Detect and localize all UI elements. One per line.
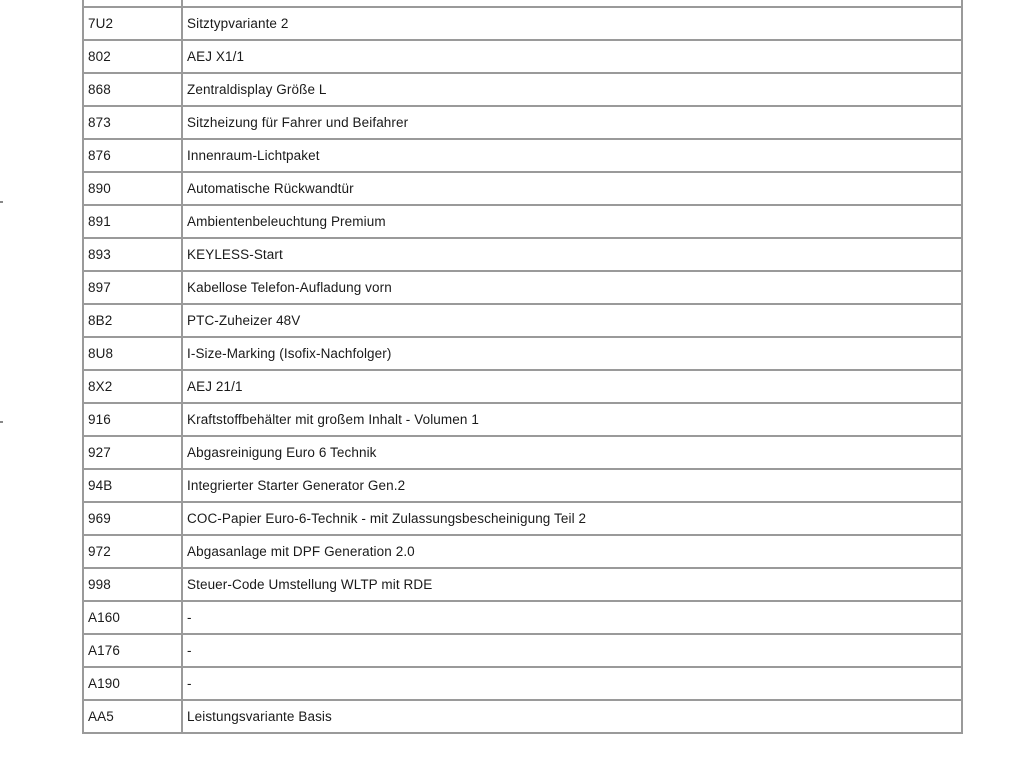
- description-cell: Integrierter Starter Generator Gen.2: [182, 469, 962, 502]
- table-row: [83, 139, 962, 172]
- code-cell: 969: [83, 502, 182, 535]
- table-row: [83, 106, 962, 139]
- table-row: [83, 337, 962, 370]
- description-cell: Sitzheizung für Fahrer und Beifahrer: [182, 106, 962, 139]
- code-cell: A190: [83, 667, 182, 700]
- code-cell: 916: [83, 403, 182, 436]
- table-row: [83, 7, 962, 40]
- table-row: [83, 568, 962, 601]
- description-cell: Ambientenbeleuchtung Premium: [182, 205, 962, 238]
- table-row: [83, 370, 962, 403]
- description-cell: -: [182, 601, 962, 634]
- description-cell: KEYLESS-Start: [182, 238, 962, 271]
- code-cell: 8X2: [83, 370, 182, 403]
- code-cell: 802: [83, 40, 182, 73]
- code-cell: 998: [83, 568, 182, 601]
- code-cell: 94B: [83, 469, 182, 502]
- description-cell: Zentraldisplay Größe L: [182, 73, 962, 106]
- description-cell: Leistungsvariante Basis: [182, 700, 962, 733]
- code-cell: 8B2: [83, 304, 182, 337]
- margin-mark: [0, 201, 3, 203]
- equipment-code-table: [82, 0, 963, 734]
- code-cell: 897: [83, 271, 182, 304]
- table-row: [83, 700, 962, 733]
- description-cell: Kraftstoffbehälter mit großem Inhalt - Volumen 1: [182, 403, 962, 436]
- table-row: [83, 667, 962, 700]
- table-row: [83, 271, 962, 304]
- code-cell: 873: [83, 106, 182, 139]
- code-cell: 876: [83, 139, 182, 172]
- description-cell: Automatische Rückwandtür: [182, 172, 962, 205]
- description-cell: AEJ 21/1: [182, 370, 962, 403]
- table-body: [83, 0, 962, 733]
- code-cell: 972: [83, 535, 182, 568]
- table-row: [83, 601, 962, 634]
- code-cell: [83, 0, 182, 7]
- code-cell: 891: [83, 205, 182, 238]
- description-cell: AEJ X1/1: [182, 40, 962, 73]
- description-cell: -: [182, 634, 962, 667]
- table-row: [83, 73, 962, 106]
- description-cell: Steuer-Code Umstellung WLTP mit RDE: [182, 568, 962, 601]
- table-row: [83, 403, 962, 436]
- table-row: [83, 40, 962, 73]
- table-row: [83, 535, 962, 568]
- code-cell: A176: [83, 634, 182, 667]
- description-cell: PTC-Zuheizer 48V: [182, 304, 962, 337]
- description-cell: Sitztypvariante 2: [182, 7, 962, 40]
- table-row: [83, 502, 962, 535]
- table-row-partial: [83, 0, 962, 7]
- description-cell: [182, 0, 962, 7]
- description-cell: Abgasanlage mit DPF Generation 2.0: [182, 535, 962, 568]
- description-cell: COC-Papier Euro-6-Technik - mit Zulassungsbescheinigung Teil 2: [182, 502, 962, 535]
- code-cell: 890: [83, 172, 182, 205]
- description-cell: Kabellose Telefon-Aufladung vorn: [182, 271, 962, 304]
- code-cell: AA5: [83, 700, 182, 733]
- code-cell: A160: [83, 601, 182, 634]
- description-cell: -: [182, 667, 962, 700]
- code-cell: 8U8: [83, 337, 182, 370]
- description-cell: Innenraum-Lichtpaket: [182, 139, 962, 172]
- table-row: [83, 238, 962, 271]
- table-row: [83, 205, 962, 238]
- description-cell: I-Size-Marking (Isofix-Nachfolger): [182, 337, 962, 370]
- description-cell: Abgasreinigung Euro 6 Technik: [182, 436, 962, 469]
- table-row: [83, 469, 962, 502]
- table-row: [83, 436, 962, 469]
- margin-mark: [0, 421, 3, 423]
- code-cell: 7U2: [83, 7, 182, 40]
- code-cell: 927: [83, 436, 182, 469]
- table-row: [83, 634, 962, 667]
- code-cell: 868: [83, 73, 182, 106]
- code-cell: 893: [83, 238, 182, 271]
- table-row: [83, 304, 962, 337]
- table-row: [83, 172, 962, 205]
